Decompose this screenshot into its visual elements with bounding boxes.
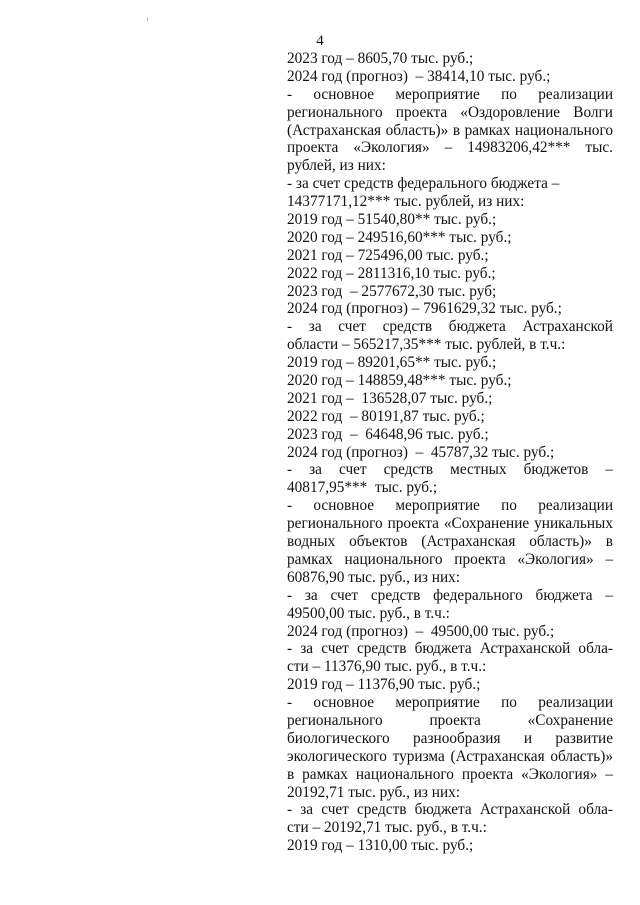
text-line: проекта «Экология» – 14983206,42*** тыс.: [287, 139, 613, 157]
text-line: регионального проекта «Сохранение уникальных: [287, 515, 613, 533]
text-line: сти – 20192,71 тыс. руб., в т.ч.:: [287, 819, 487, 837]
text-line: - основное мероприятие по реализации: [287, 85, 613, 103]
margin-mark: [147, 17, 148, 21]
text-line: биологического разнообразия и развитие: [287, 729, 613, 747]
text-line: - основное мероприятие по реализации: [287, 694, 613, 712]
text-line: - основное мероприятие по реализации: [287, 497, 613, 515]
text-line: 2023 год – 64648,96 тыс. руб.;: [287, 425, 489, 443]
text-line: 2019 год – 1310,00 тыс. руб.;: [287, 837, 474, 855]
text-line: регионального проекта «Сохранение: [287, 711, 613, 729]
text-line: - за счет средств местных бюджетов –: [287, 461, 613, 479]
text-line: 2021 год – 136528,07 тыс. руб.;: [287, 389, 493, 407]
text-line: 2021 год – 725496,00 тыс. руб.;: [287, 246, 489, 264]
text-line: - за счет средств бюджета Астраханской обла-: [287, 640, 613, 658]
text-line: 60876,90 тыс. руб., из них:: [287, 568, 461, 586]
text-line: 2019 год – 11376,90 тыс. руб.;: [287, 676, 481, 694]
text-line: водных объектов (Астраханская область)» в: [287, 533, 613, 551]
text-line: в рамках национального проекта «Экология» –: [287, 765, 613, 783]
text-line: 2023 год – 2577672,30 тыс. руб;: [287, 282, 497, 300]
text-line: регионального проекта «Оздоровление Волги: [287, 103, 613, 121]
text-line: 2022 год – 80191,87 тыс. руб.;: [287, 407, 485, 425]
text-line: сти – 11376,90 тыс. руб., в т.ч.:: [287, 658, 487, 676]
text-line: 2024 год (прогноз) – 7961629,32 тыс. руб.;: [287, 300, 562, 318]
text-line: 14377171,12*** тыс. рублей, из них:: [287, 193, 525, 211]
text-line: 2022 год – 2811316,10 тыс. руб.;: [287, 264, 496, 282]
text-line: (Астраханская область)» в рамках национального: [287, 121, 613, 139]
text-line: 2019 год – 51540,80** тыс. руб.;: [287, 211, 497, 229]
page-number: 4: [316, 33, 324, 49]
text-line: - за счет средств бюджета Астраханской обла-: [287, 801, 613, 819]
text-line: - за счет средств бюджета Астраханской: [287, 318, 613, 336]
text-line: - за счет средств федерального бюджета –: [287, 586, 613, 604]
text-line: рамках национального проекта «Экология» –: [287, 550, 613, 568]
text-line: 49500,00 тыс. руб., в т.ч.:: [287, 604, 450, 622]
text-line: 40817,95*** тыс. руб.;: [287, 479, 438, 497]
text-line: 2020 год – 249516,60*** тыс. руб.;: [287, 228, 512, 246]
text-line: - за счет средств федерального бюджета –: [287, 175, 560, 193]
text-line: 2020 год – 148859,48*** тыс. руб.;: [287, 372, 512, 390]
text-line: 20192,71 тыс. руб., из них:: [287, 783, 461, 801]
text-line: 2019 год – 89201,65** тыс. руб.;: [287, 354, 497, 372]
document-body: [287, 50, 613, 855]
text-line: экологического туризма (Астраханская область)»: [287, 747, 613, 765]
text-line: 2023 год – 8605,70 тыс. руб.;: [287, 50, 474, 67]
text-line: области – 565217,35*** тыс. рублей, в т.ч.:: [287, 336, 566, 354]
text-line: 2024 год (прогноз) – 45787,32 тыс. руб.;: [287, 443, 555, 461]
text-line: рублей, из них:: [287, 157, 386, 175]
text-line: 2024 год (прогноз) – 38414,10 тыс. руб.;: [287, 67, 551, 85]
text-line: 2024 год (прогноз) – 49500,00 тыс. руб.;: [287, 622, 555, 640]
